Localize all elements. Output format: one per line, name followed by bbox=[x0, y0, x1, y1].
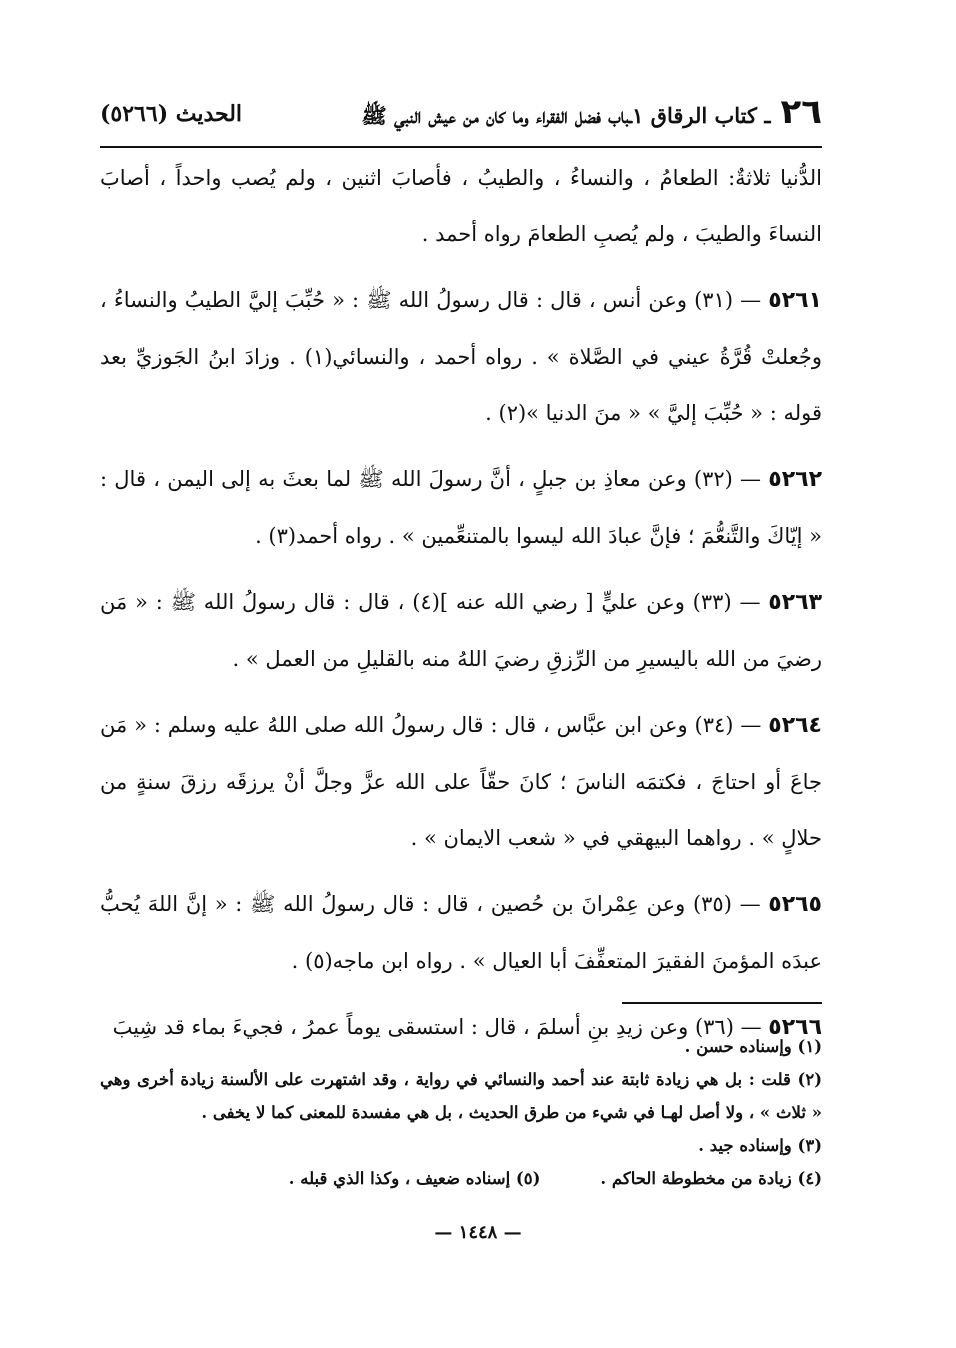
paragraph bbox=[100, 150, 822, 262]
chapter-number: ٢٦ bbox=[780, 91, 822, 132]
footnote-row bbox=[100, 1162, 822, 1195]
page-number: — ١٤٤٨ — bbox=[434, 1222, 522, 1243]
header-hadith-range: الحديث (٥٢٦٦) bbox=[100, 101, 243, 127]
hadith-paragraph bbox=[100, 574, 822, 687]
footnotes bbox=[100, 1030, 822, 1195]
footnote: (٥) إسناده ضعيف ، وكذا الذي قبله . bbox=[288, 1169, 541, 1188]
hadith-text: — (٣٥) وعن عِمْرانَ بن حُصين ، قال : قال رسولُ الله ﷺ : « إنَّ اللهَ يُحبُّ عبدَه المؤمنَ الفقيرَ المتعفِّفَ أبا العيال » . رواه ابن ماجه(٥) . bbox=[100, 892, 822, 973]
hadith-paragraph bbox=[100, 697, 822, 866]
footnote: (٢) قلت : بل هي زيادة ثابتة عند أحمد والنسائي في رواية ، وقد اشتهرت على الألسنة زيادة أخرى وهي « ثلاث » ، ولا أصل لهـا في شيء من طرق الحديث ، بل هي مفسدة للمعنى كما لا يخفى . bbox=[100, 1070, 822, 1122]
header-title: ـ كتاب الرقاق ١ـباب فضل الفقراء وما كان من عيش النبي ﷺ bbox=[361, 102, 771, 128]
hadith-text: — (٣٣) وعن عليٍّ [ رضي الله عنه ](٤) ، قال : قال رسولُ الله ﷺ : « مَن رضيَ من الله باليسيرِ من الرِّزقِ رضيَ اللهُ منه بالقليلِ من العمل » . bbox=[100, 590, 822, 671]
hadith-number: ٥٢٦٣ bbox=[768, 590, 822, 615]
hadith-paragraph bbox=[100, 451, 822, 564]
footnote: (١) وإسناده حسن . bbox=[684, 1037, 822, 1056]
running-header bbox=[100, 88, 822, 140]
hadith-paragraph bbox=[100, 876, 822, 989]
hadith-number: ٥٢٦٥ bbox=[768, 892, 822, 917]
hadith-number: ٥٢٦٢ bbox=[768, 467, 822, 492]
hadith-text: — (٣٢) وعن معاذِ بن جبلٍ ، أنَّ رسولَ الله ﷺ لما بعثَ به إلى اليمن ، قال : « إيّاكَ والتَّنعُّمَ ؛ فإنَّ عبادَ الله ليسوا بالمتنعِّمين » . رواه أحمد(٣) . bbox=[100, 467, 822, 548]
hadith-text: — (٣٤) وعن ابن عبَّاس ، قال : قال رسولُ الله صلى اللهُ عليه وسلم : « مَن جاعَ أو احتاجَ ، فكتمَه الناسَ ؛ كانَ حقّاً على الله عزَّ وجلَّ أنْ يرزقَه رزقَ سنةٍ من حلالٍ » . رواهما البيهقي في « شعب الايمان » . bbox=[100, 713, 822, 850]
header-rule bbox=[100, 146, 822, 148]
hadith-text: — (٣١) وعن أنس ، قال : قال رسولُ الله ﷺ : « حُبِّبَ إليَّ الطيبُ والنساءُ ، وجُعلتْ قُرَّةُ عيني في الصَّلاة » . رواه أحمد ، والنسائي(١) . وزادَ ابنُ الجَوزيِّ بعد قوله : « حُبِّبَ إليَّ » « منَ الدنيا »(٢) . bbox=[100, 288, 823, 425]
main-text bbox=[100, 150, 822, 1066]
hadith-paragraph bbox=[100, 272, 822, 441]
paragraph-text: الدُّنيا ثلاثةٌ: الطعامُ ، والنساءُ ، والطيبُ ، فأصابَ اثنين ، ولم يُصب واحداً ، أصابَ النساءَ والطيبَ ، ولم يُصبِ الطعامَ رواه أحمد . bbox=[100, 166, 822, 246]
hadith-text: — (٣٦) وعن زيدِ بنِ أسلمَ ، قال : استسقى يوماً عمرُ ، فجيءَ بماء قد شِيبَ bbox=[112, 1015, 762, 1039]
footnote: (٤) زيادة من مخطوطة الحاكم . bbox=[600, 1169, 822, 1188]
header-right-group bbox=[361, 91, 822, 134]
footnote: (٣) وإسناده جيد . bbox=[698, 1136, 822, 1155]
footnote-rule bbox=[622, 1002, 822, 1004]
hadith-number: ٥٢٦٤ bbox=[768, 713, 822, 738]
hadith-number: ٥٢٦٦ bbox=[768, 1015, 822, 1040]
hadith-number: ٥٢٦١ bbox=[768, 288, 822, 313]
